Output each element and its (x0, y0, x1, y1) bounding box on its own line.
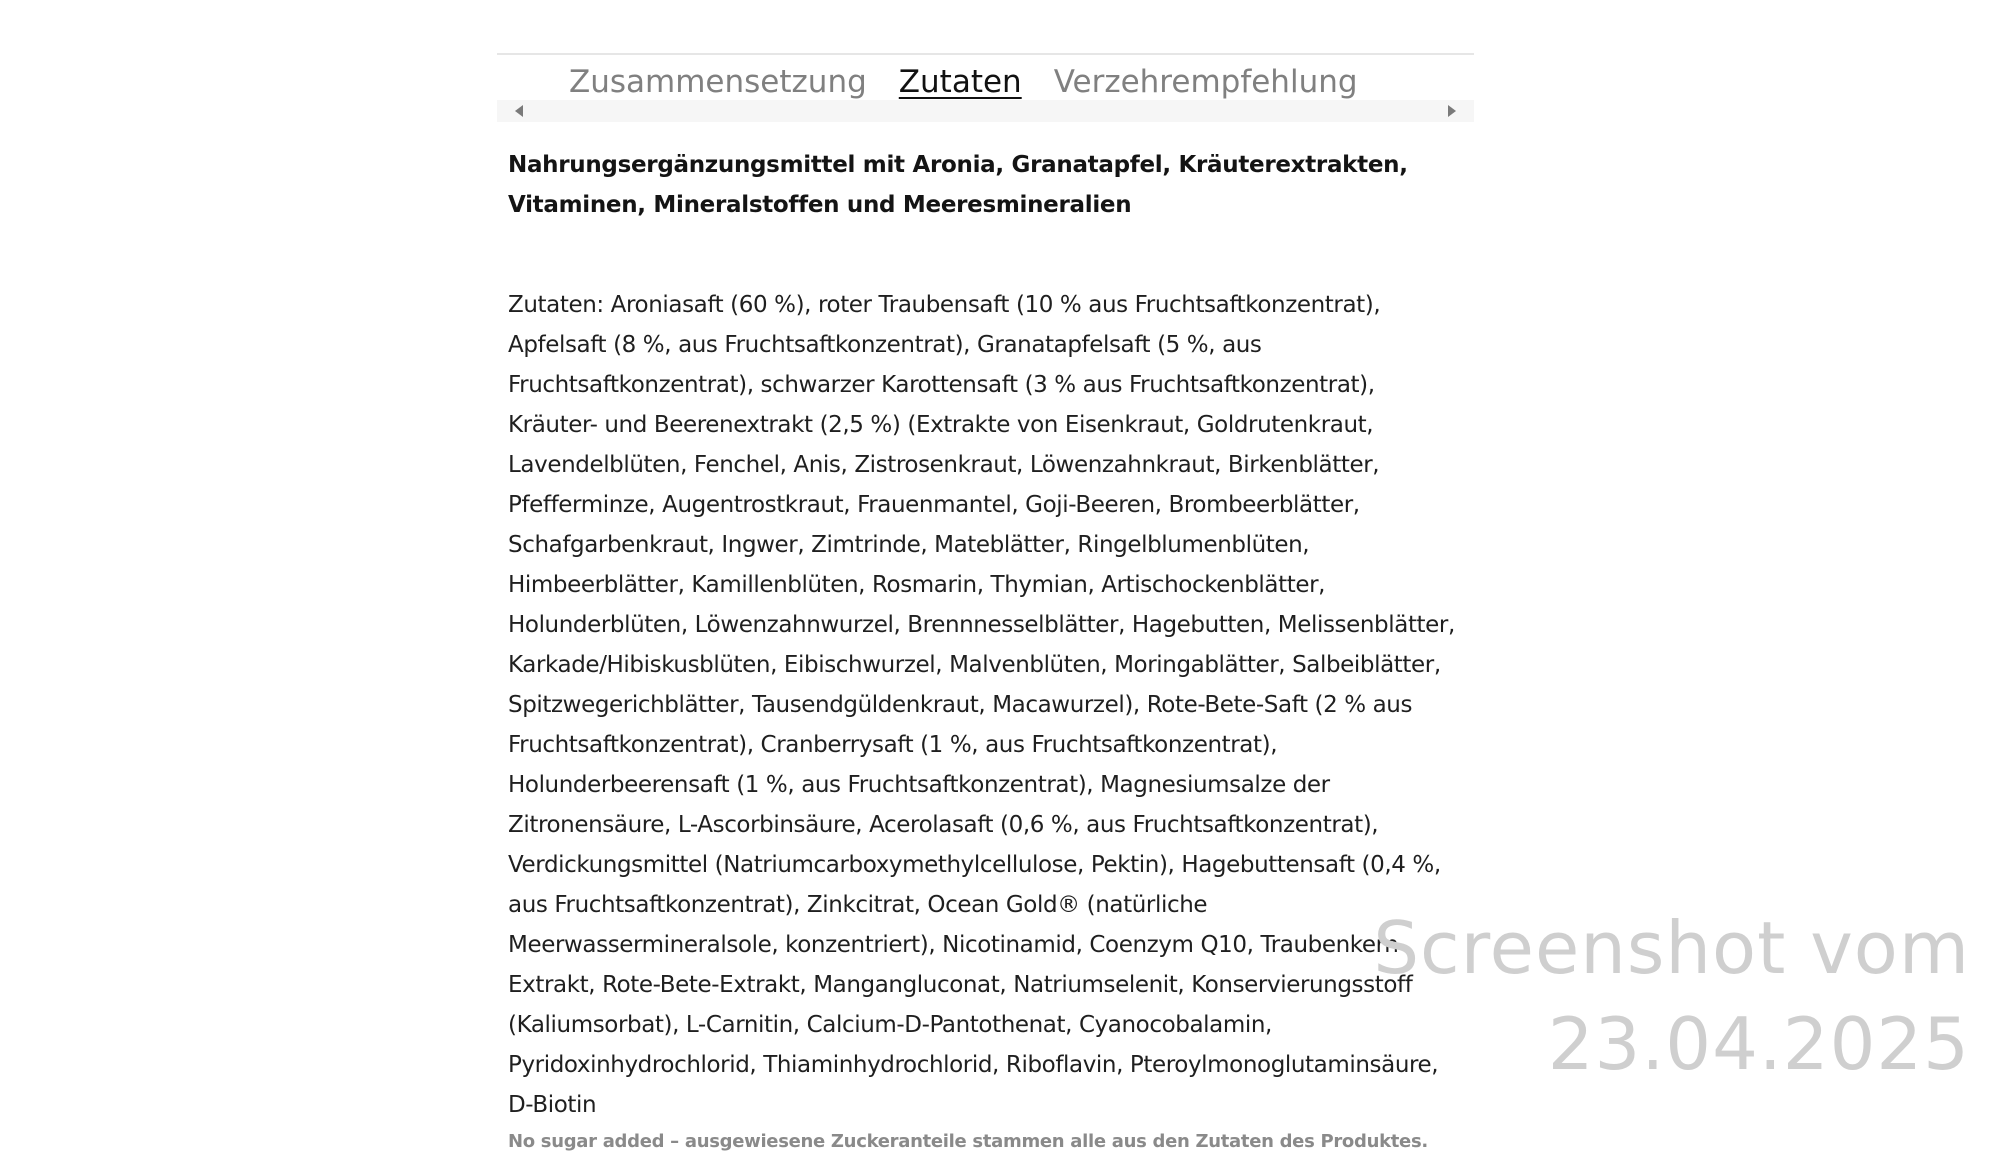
scroll-left-arrow-icon[interactable] (515, 105, 523, 117)
tab-panel-zutaten (508, 145, 1468, 1155)
tab-list (569, 54, 1390, 102)
screenshot-date-watermark (1373, 900, 1970, 1092)
watermark-line-2: 23.04.2025 (1547, 1002, 1970, 1086)
tab-zutaten[interactable]: Zutaten (898, 64, 1022, 100)
sugar-note: No sugar added – ausgewiesene Zuckeranteile stammen alle aus den Zutaten des Produktes. (508, 1131, 1428, 1152)
product-description-heading: Nahrungsergänzungsmittel mit Aronia, Granatapfel, Kräuterextrakten, Vitaminen, Mineralstoffen und Meeresmineralien (508, 152, 1408, 218)
tab-verzehrempfehlung[interactable]: Verzehrempfehlung (1053, 64, 1358, 100)
watermark-line-1: Screenshot vom (1373, 906, 1970, 990)
tab-bar (497, 54, 1474, 124)
tab-zusammensetzung[interactable]: Zusammensetzung (569, 64, 867, 100)
scroll-right-arrow-icon[interactable] (1448, 105, 1456, 117)
tab-scrollbar[interactable] (497, 100, 1474, 122)
ingredients-text: Zutaten: Aroniasaft (60 %), roter Traubensaft (10 % aus Fruchtsaftkonzentrat), Apfelsaft (8 %, aus Fruchtsaftkonzentrat), Granatapfelsaft (5 %, aus Fruchtsaftkonzentrat), schwarzer Karottensaft (3 % aus Fruchtsaftkonzentrat), Kräuter- und Beerenextrakt (2,5 %) (Extrakte von Eisenkraut, Goldrutenkraut, Lavendelblüten, Fenchel, Anis, Zistrosenkraut, Löwenzahnkraut, Birkenblätter, Pfefferminze, Augentrostkraut, Frauenmantel, Goji-Beeren, Brombeerblätter, Schafgarbenkraut, Ingwer, Zimtrinde, Mateblätter, Ringelblumenblüten, Himbeerblätter, Kamillenblüten, Rosmarin, Thymian, Artischockenblätter, Holunderblüten, Löwenzahnwurzel, Brennnesselblätter, Hagebutten, Melissenblätter, Karkade/Hibiskusblüten, Eibischwurzel, Malvenblüten, Moringablätter, Salbeiblätter, Spitzwegerichblätter, Tausendgüldenkraut, Macawurzel), Rote-Bete-Saft (2 % aus Fruchtsaftkonzentrat), Cranberrysaft (1 %, aus Fruchtsaftkonzentrat), Holunderbeerensaft (1 %, aus Fruchtsaftkonzentrat), Magnesiumsalze der Zitronensäure, L-Ascorbinsäure, Acerolasaft (0,6 %, aus Fruchtsaftkonzentrat), Verdickungsmittel (Natriumcarboxymethylcellulose, Pektin), Hagebuttensaft (0,4 %, aus Fruchtsaftkonzentrat), Zinkcitrat, Ocean Gold® (natürliche Meerwassermineralsole, konzentriert), Nicotinamid, Coenzym Q10, Traubenkern-Extrakt, Rote-Bete-Extrakt, Mangangluconat, Natriumselenit, Konservierungsstoff (Kaliumsorbat), L-Carnitin, Calcium-D-Pantothenat, Cyanocobalamin, Pyridoxinhydrochlorid, Thiaminhydrochlorid, Riboflavin, Pteroylmonoglutaminsäure, D-Biotin (508, 292, 1455, 1118)
